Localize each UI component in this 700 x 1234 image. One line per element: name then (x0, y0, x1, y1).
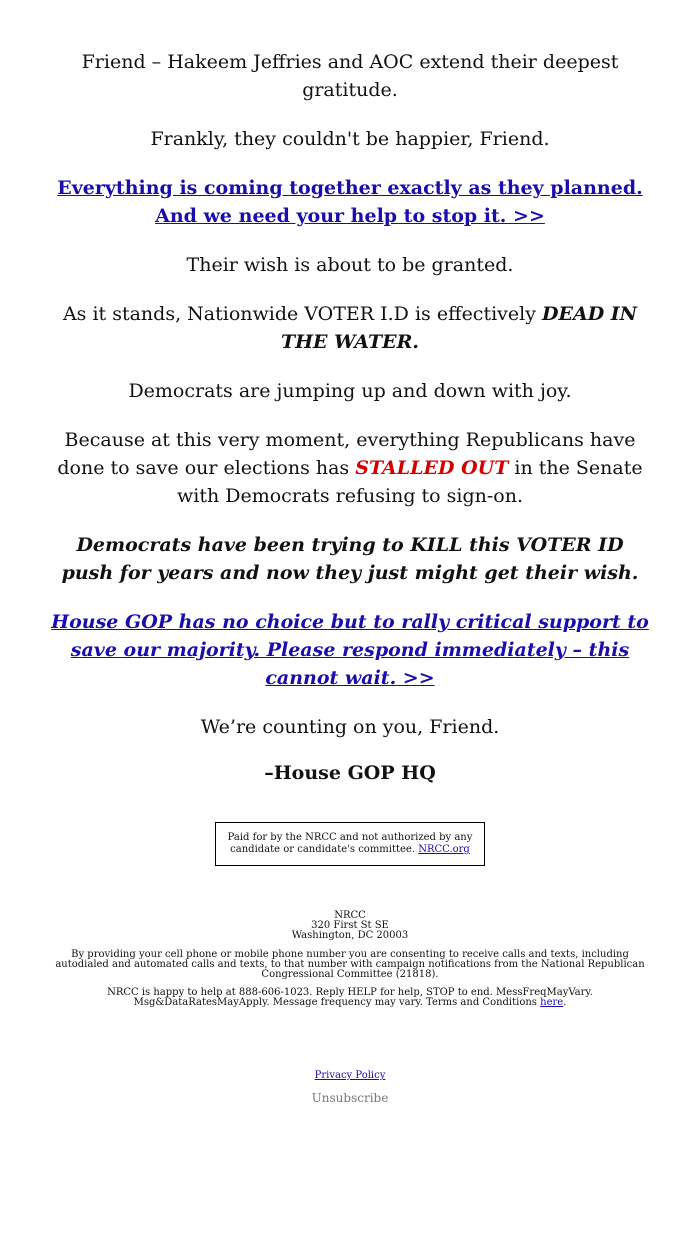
help-paragraph (50, 988, 650, 1008)
frankly-paragraph: Frankly, they couldn't be happier, Friend. (150, 128, 550, 150)
help-text: NRCC is happy to help at 888-606-1023. Reply HELP for help, STOP to end. MessFreqMayVary. Msg&DataRatesMayApply. Message frequency may vary. Terms and Conditions (107, 987, 593, 1008)
stalled-paragraph (50, 426, 650, 510)
footer-street: 320 First St SE (311, 920, 389, 931)
unsubscribe-link[interactable]: Unsubscribe (311, 1091, 389, 1105)
paid-for-disclaimer (215, 822, 485, 866)
counting-paragraph: We’re counting on you, Friend. (200, 716, 500, 738)
cta-paragraph-1 (50, 174, 650, 230)
cta-link-respond[interactable]: House GOP has no choice but to rally critical support to save our majority. Please respond immediately – this cannot wait. >> (51, 611, 649, 689)
signature: –House GOP HQ (264, 762, 436, 784)
wish-paragraph: Their wish is about to be granted. (186, 254, 514, 276)
help-end: . (563, 997, 567, 1008)
voter-id-paragraph (50, 300, 650, 356)
dead-in-water-emphasis: DEAD IN THE WATER. (280, 303, 638, 353)
cta-link-stop-it[interactable]: Everything is coming together exactly as they planned. And we need your help to stop it. >> (57, 177, 643, 227)
consent-text: By providing your cell phone or mobile phone number you are consenting to receive calls and texts, including autodialed and automated calls and texts, to that number with campaign notifications from the National Republican Congressional Committee (21818). (55, 949, 645, 980)
stalled-out-emphasis: STALLED OUT (355, 457, 509, 479)
email-body (50, 0, 650, 1105)
cta-paragraph-2 (50, 608, 650, 692)
kill-voter-id-paragraph: Democrats have been trying to KILL this VOTER ID push for years and now they just might get their wish. (61, 534, 639, 584)
privacy-policy-paragraph (50, 1070, 650, 1081)
democrats-joy-paragraph: Democrats are jumping up and down with joy. (128, 380, 572, 402)
nrcc-link[interactable]: NRCC.org (418, 844, 470, 855)
privacy-policy-link[interactable]: Privacy Policy (314, 1070, 386, 1081)
greeting-paragraph: Friend – Hakeem Jeffries and AOC extend their deepest gratitude. (81, 51, 619, 101)
stalled-suffix-text: in the Senate with Democrats refusing to sign-on. (177, 457, 643, 507)
terms-link[interactable]: here (540, 997, 564, 1008)
footer-org: NRCC (334, 910, 366, 921)
footer-city: Washington, DC 20003 (291, 930, 409, 941)
voter-id-text: As it stands, Nationwide VOTER I.D is effectively (62, 303, 542, 325)
footer (50, 911, 650, 1008)
disclaimer-text: Paid for by the NRCC and not authorized by any candidate or candidate's committee. (227, 832, 473, 855)
footer-address (50, 911, 650, 941)
stalled-prefix-text: Because at this very moment, everything Republicans have done to save our elections has (57, 429, 636, 479)
